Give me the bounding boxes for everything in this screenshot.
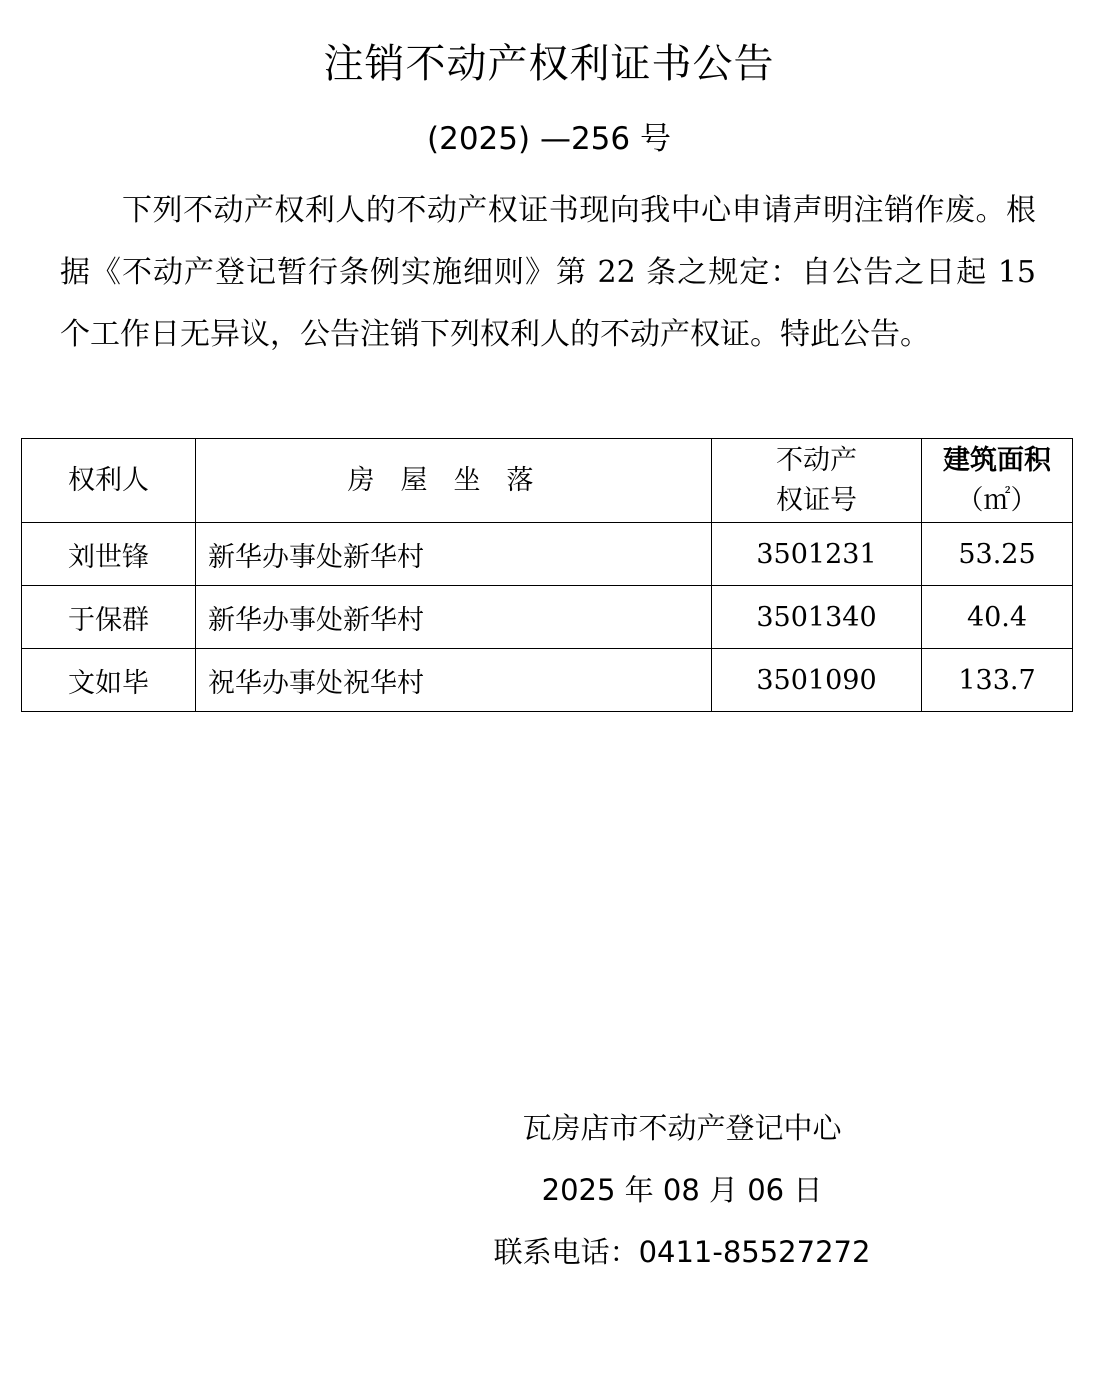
cell-cert-no: 3501090 bbox=[712, 649, 922, 712]
header-holder: 权利人 bbox=[22, 439, 196, 523]
issuing-organization: 瓦房店市不动产登记中心 bbox=[522, 1111, 842, 1145]
header-cert-line2: 权证号 bbox=[776, 484, 857, 516]
contact-phone: 联系电话：0411-85527272 bbox=[493, 1235, 871, 1269]
cell-address: 祝华办事处祝华村 bbox=[196, 649, 712, 712]
header-address: 房屋坐落 bbox=[196, 439, 712, 523]
table-row bbox=[22, 586, 1073, 649]
cell-holder: 刘世锋 bbox=[22, 523, 196, 586]
notice-body: 下列不动产权利人的不动产权证书现向我中心申请声明注销作废。根据《不动产登记暂行条例实施细则》第 22 条之规定：自公告之日起 15 个工作日无异议，公告注销下列权利人的不动产权证。特此公告。 bbox=[60, 193, 1036, 352]
header-cert-no bbox=[712, 439, 922, 523]
cell-address: 新华办事处新华村 bbox=[196, 586, 712, 649]
cell-area: 40.4 bbox=[922, 586, 1073, 649]
cell-cert-no: 3501231 bbox=[712, 523, 922, 586]
header-area bbox=[922, 439, 1073, 523]
cell-cert-no: 3501340 bbox=[712, 586, 922, 649]
cell-holder: 于保群 bbox=[22, 586, 196, 649]
signature-block bbox=[472, 1106, 892, 1292]
notice-title: 注销不动产权利证书公告 bbox=[323, 41, 775, 87]
header-area-line1: 建筑面积 bbox=[943, 444, 1051, 476]
cell-address: 新华办事处新华村 bbox=[196, 523, 712, 586]
certificate-table bbox=[21, 438, 1073, 712]
header-area-line2: （㎡） bbox=[956, 484, 1038, 516]
header-cert-line1: 不动产 bbox=[776, 444, 857, 476]
table-row bbox=[22, 523, 1073, 586]
cell-area: 133.7 bbox=[922, 649, 1073, 712]
cell-holder: 文如毕 bbox=[22, 649, 196, 712]
table-row bbox=[22, 649, 1073, 712]
table-header-row bbox=[22, 439, 1073, 523]
cell-area: 53.25 bbox=[922, 523, 1073, 586]
notice-number: (2025) —256 号 bbox=[427, 121, 671, 157]
issue-date: 2025 年 08 月 06 日 bbox=[541, 1173, 823, 1207]
